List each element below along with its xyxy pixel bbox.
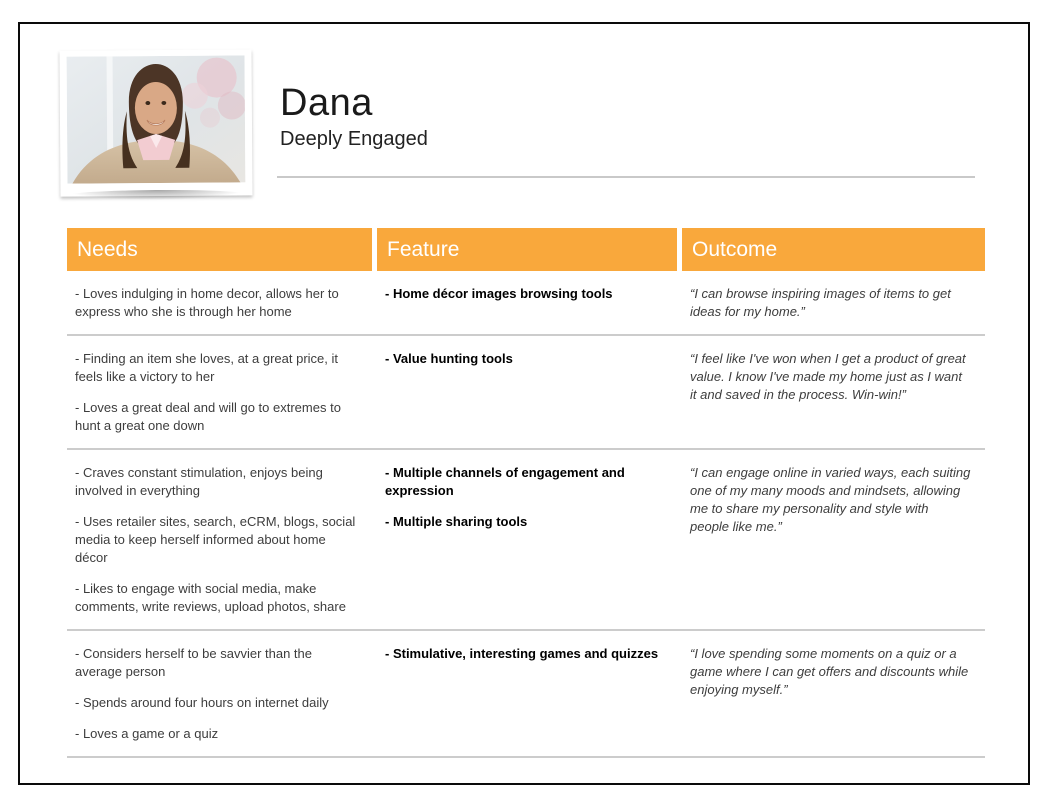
table-row [67,450,985,631]
outcome-cell [682,464,985,629]
needs-cell [67,350,372,448]
needs-cell [67,645,372,756]
column-header-feature: Feature [377,228,677,271]
feature-item: - Multiple sharing tools [385,514,528,529]
needs-feature-outcome-table [67,228,985,758]
outcome-cell [682,285,985,334]
needs-cell [67,464,372,629]
need-item: - Likes to engage with social media, make comments, write reviews, upload photos, share [75,581,346,614]
outcome-quote: “I feel like I've won when I get a product of great value. I know I've made my home just as I want it and saved in the process. Win-win!” [690,351,966,402]
feature-item: - Value hunting tools [385,351,513,366]
need-item: - Uses retailer sites, search, eCRM, blogs, social media to keep herself informed about home décor [75,514,356,565]
need-item: - Spends around four hours on internet daily [75,695,329,710]
table-body [67,271,985,758]
outcome-quote: “I can engage online in varied ways, each suiting one of my many moods and mindsets, allowing me to share my personality and style with people like me.” [690,465,971,534]
feature-cell [377,350,677,448]
persona-photo [67,55,246,183]
needs-cell [67,285,372,334]
feature-cell [377,464,677,629]
need-item: - Considers herself to be savvier than the average person [75,646,313,679]
feature-cell [377,645,677,756]
need-item: - Finding an item she loves, at a great price, it feels like a victory to her [75,351,339,384]
outcome-cell [682,350,985,448]
outcome-quote: “I can browse inspiring images of items to get ideas for my home.” [690,286,951,319]
feature-item: - Multiple channels of engagement and expression [385,465,625,498]
need-item: - Loves a game or a quiz [75,726,219,741]
table-header-row [67,228,985,271]
need-item: - Loves indulging in home decor, allows her to express who she is through her home [75,286,339,319]
outcome-cell [682,645,985,756]
persona-name: Dana [280,82,373,124]
table-row [67,271,985,336]
feature-cell [377,285,677,334]
feature-item: - Home décor images browsing tools [385,286,613,301]
feature-item: - Stimulative, interesting games and quizzes [385,646,659,661]
column-header-outcome: Outcome [682,228,985,271]
title-divider [277,176,975,178]
persona-subtitle: Deeply Engaged [280,128,428,150]
table-row [67,336,985,450]
column-header-needs: Needs [67,228,372,271]
persona-photo-frame [59,49,252,196]
need-item: - Loves a great deal and will go to extremes to hunt a great one down [75,400,341,433]
need-item: - Craves constant stimulation, enjoys being involved in everything [75,465,323,498]
outcome-quote: “I love spending some moments on a quiz or a game where I can get offers and discounts while enjoying myself.” [690,646,969,697]
table-row [67,631,985,758]
